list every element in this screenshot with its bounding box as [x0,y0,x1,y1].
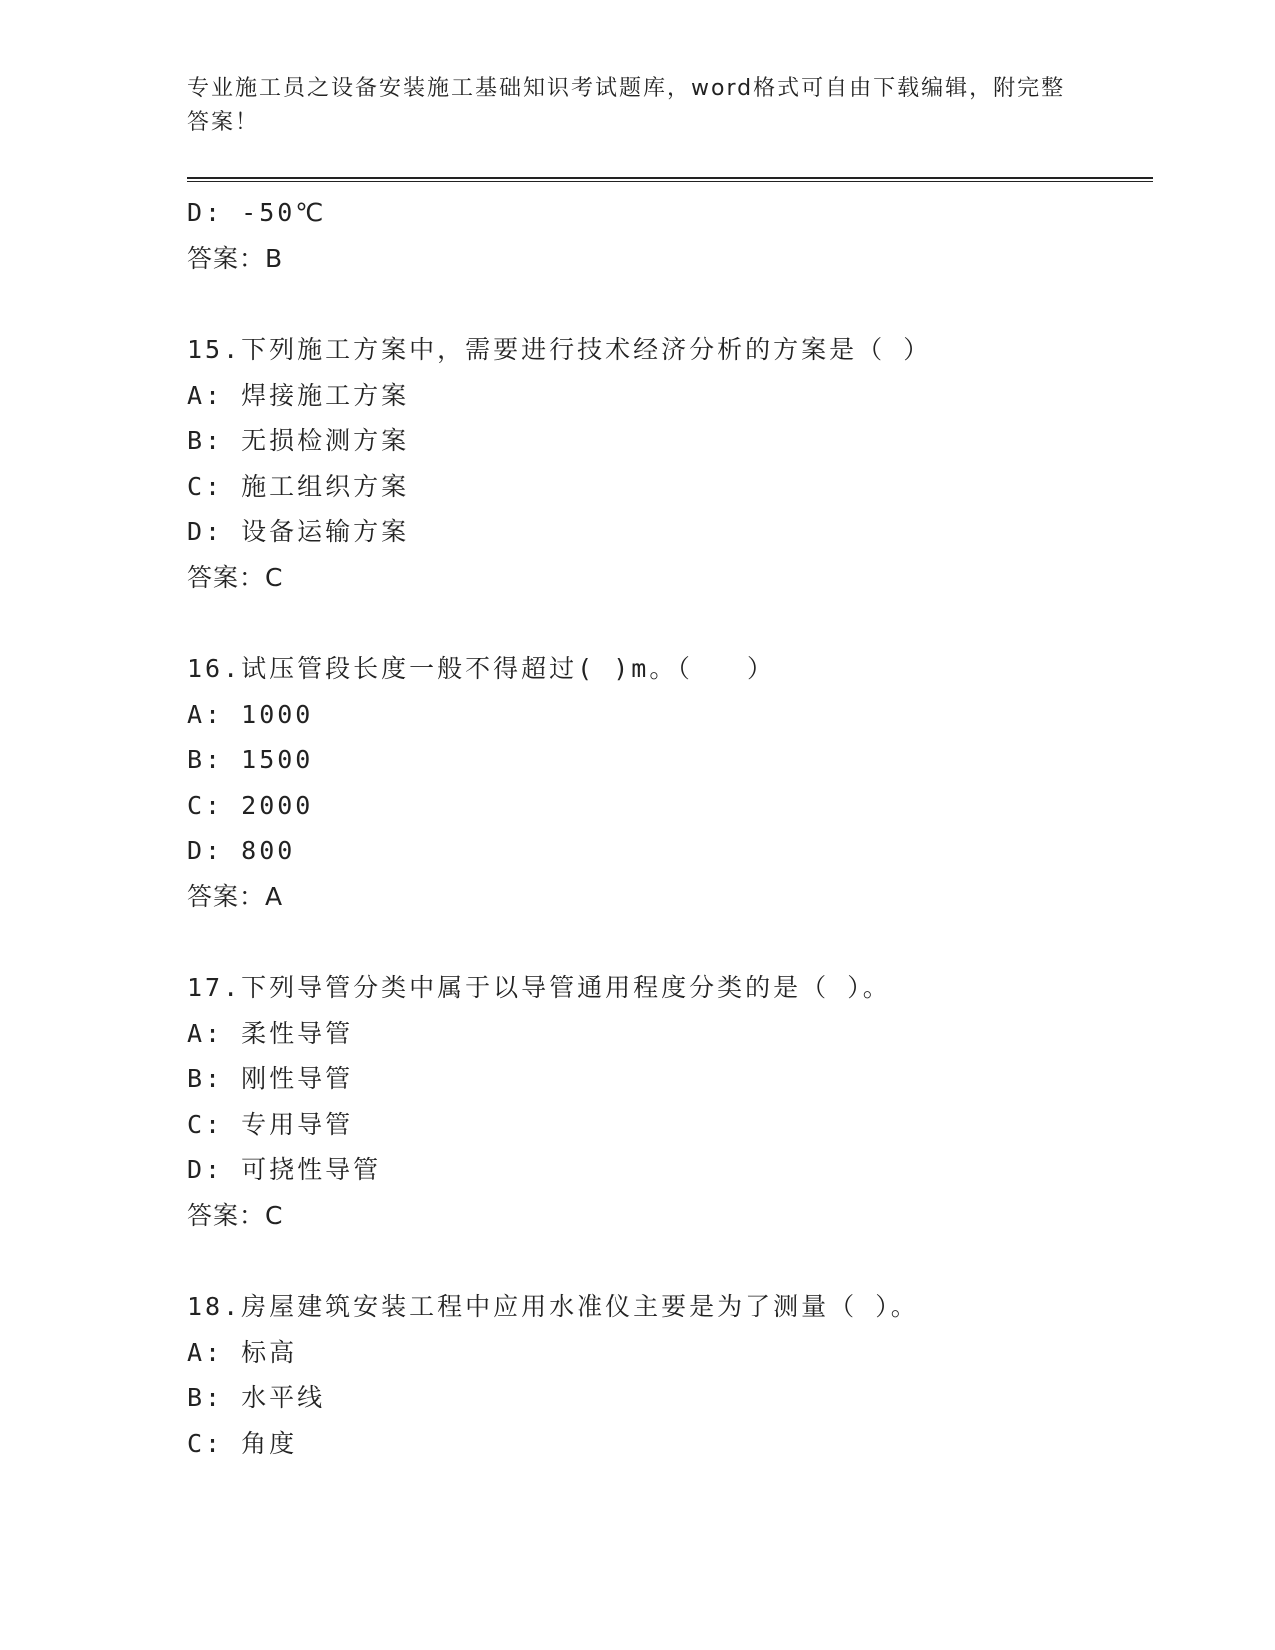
question-stem: 16.试压管段长度一般不得超过( )m。（ ） [187,654,776,683]
option-d: D: 设备运输方案 [187,517,410,546]
answer: 答案：C [187,1200,284,1230]
question-list [187,190,1153,1466]
option-a: A: 焊接施工方案 [187,380,410,410]
option-d: D: 可挠性导管 [187,1155,382,1184]
answer: 答案：B [187,243,284,273]
question-stem: 18.房屋建筑安装工程中应用水准仪主要是为了测量（ ）。 [187,1292,919,1321]
option-c: C: 2000 [187,790,314,820]
option-a: A: 标高 [187,1337,298,1367]
answer: 答案：C [187,562,284,592]
option-a: A: 柔性导管 [187,1018,354,1048]
question-stem: 15.下列施工方案中，需要进行技术经济分析的方案是（ ） [187,335,932,364]
question-stem: 17.下列导管分类中属于以导管通用程度分类的是（ ）。 [187,973,891,1002]
option-b: B: 刚性导管 [187,1064,354,1093]
answer: 答案：A [187,881,284,911]
option-d: D: -50℃ [187,198,327,227]
header-divider [187,177,1153,182]
option-c: C: 施工组织方案 [187,471,410,501]
option-b: B: 水平线 [187,1383,326,1412]
option-c: C: 专用导管 [187,1109,354,1139]
option-a: A: 1000 [187,699,314,729]
option-d: D: 800 [187,836,296,865]
option-c: C: 角度 [187,1428,298,1458]
option-b: B: 无损检测方案 [187,426,410,455]
document-header: 专业施工员之设备安装施工基础知识考试题库，word格式可自由下载编辑，附完整答案！ [187,76,1066,135]
option-b: B: 1500 [187,745,314,774]
